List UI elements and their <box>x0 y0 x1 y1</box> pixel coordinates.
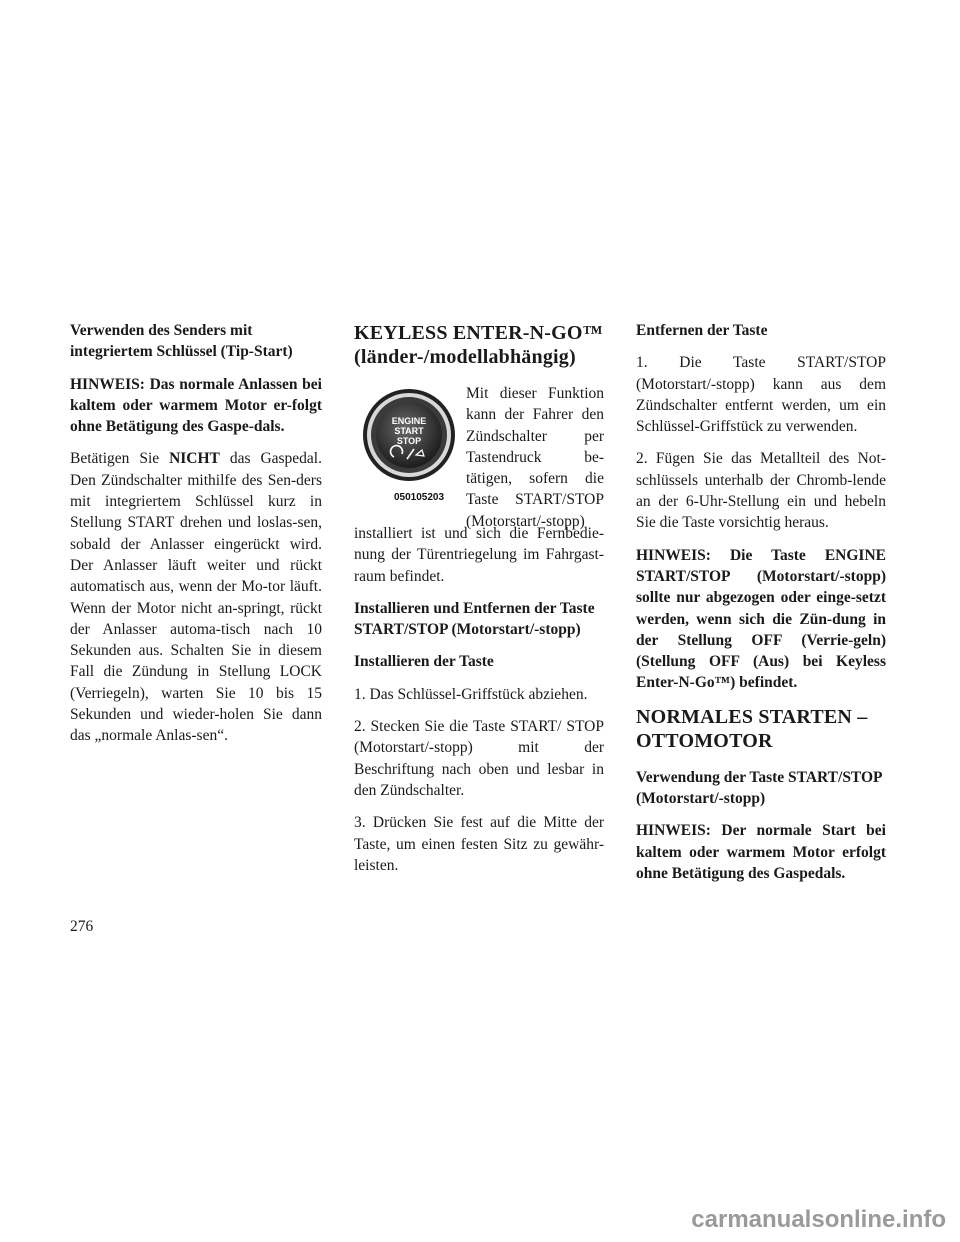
paragraph-tip-start <box>70 448 322 746</box>
page-number: 276 <box>70 918 94 935</box>
note-normal-start-2: HINWEIS: Der normale Start bei kaltem oder warmem Motor erfolgt ohne Betätigung des Gaspedals. <box>636 822 886 882</box>
para-text-cont: das Gaspedal. Den Zündschalter mithilfe des Sen-ders mit integriertem Schlüssel kurz in Stellung START drehen und loslas-sen, sobald der Anlasser eingerückt wird. Der Anlasser läuft weiter und rückt automatisch aus, wenn der Mo-tor läuft. Wenn der Motor nicht an-springt, rückt der Anlasser automa-tisch nach 10 Sekunden aus. Schalten Sie in diesem Fall die Zündung in Stellung LOCK (Verriegeln), warten Sie 10 bis 15 Sekunden und wieder-holen Sie dann das „normale Anlas-sen“. <box>70 450 322 745</box>
column-2 <box>354 320 604 887</box>
note-normal-start: HINWEIS: Das normale Anlassen bei kaltem oder warmem Motor er-folgt ohne Betätigung des Gaspe-dals. <box>70 375 322 436</box>
subheading-install: Installieren der Taste <box>354 653 494 671</box>
column-3 <box>636 320 886 895</box>
button-text-start: START <box>394 426 424 436</box>
paragraph-keyless-cont: installiert ist und sich die Fernbedie-nung der Türentriegelung im Fahrgast-raum befindet. <box>354 525 604 585</box>
engine-start-button-figure <box>354 383 464 523</box>
engine-start-stop-icon <box>354 383 464 487</box>
section-title-normal-start: NORMALES STARTEN – OTTOMOTOR <box>636 705 868 752</box>
section-title-keyless: KEYLESS ENTER-N-GO™ (länder-/modellabhängig) <box>354 322 603 368</box>
figure-block <box>354 383 604 530</box>
button-text-stop: STOP <box>396 436 422 446</box>
subheading-use-button: Verwendung der Taste START/STOP (Motorstart/-stopp) <box>636 768 882 808</box>
figure-side-text: Mit dieser Funktion kann der Fahrer den Zündschalter per Tastendruck be-tätigen, sofern die Taste START/STOP (Motorstart/-stopp) <box>466 385 604 530</box>
step-3: 3. Drücken Sie fest auf die Mitte der Taste, um einen festen Sitz zu gewähr-leisten. <box>354 814 604 874</box>
column-1 <box>70 320 322 758</box>
remove-step-2: 2. Fügen Sie das Metallteil des Not-schlüssels unterhalb der Chromb-lende an der 6-Uhr-Stellung ein und hebeln Sie die Taste vorsichtig heraus. <box>636 450 886 532</box>
watermark: carmanualsonline.info <box>691 1206 946 1233</box>
figure-code: 050105203 <box>394 492 445 503</box>
para-text: Betätigen Sie <box>70 450 170 468</box>
button-text-engine: ENGINE <box>391 416 427 426</box>
step-1: 1. Das Schlüssel-Griffstück abziehen. <box>354 685 588 703</box>
remove-step-1: 1. Die Taste START/STOP (Motorstart/-stopp) kann aus dem Zündschalter entfernt werden, um ein Schlüssel-Griffstück zu verwenden. <box>636 354 886 436</box>
note-remove: HINWEIS: Die Taste ENGINE START/STOP (Motorstart/-stopp) sollte nur abgezogen oder einge-setzt werden, wenn sich die Zün-dung in der Stellung OFF (Verrie-geln) (Stellung OFF (Aus) bei Keyless Enter-N-Go™) befindet. <box>636 546 886 692</box>
step-2: 2. Stecken Sie die Taste START/ STOP (Motorstart/-stopp) mit der Beschriftung nach oben und lesbar in den Zündschalter. <box>354 718 604 799</box>
para-emphasis: NICHT <box>169 450 220 468</box>
subheading-install-remove: Installieren und Entfernen der Taste START/STOP (Motorstart/-stopp) <box>354 599 595 639</box>
subheading-remove: Entfernen der Taste <box>636 322 768 339</box>
section-heading-tip-start: Verwenden des Senders mit integriertem Schlüssel (Tip-Start) <box>70 322 293 361</box>
